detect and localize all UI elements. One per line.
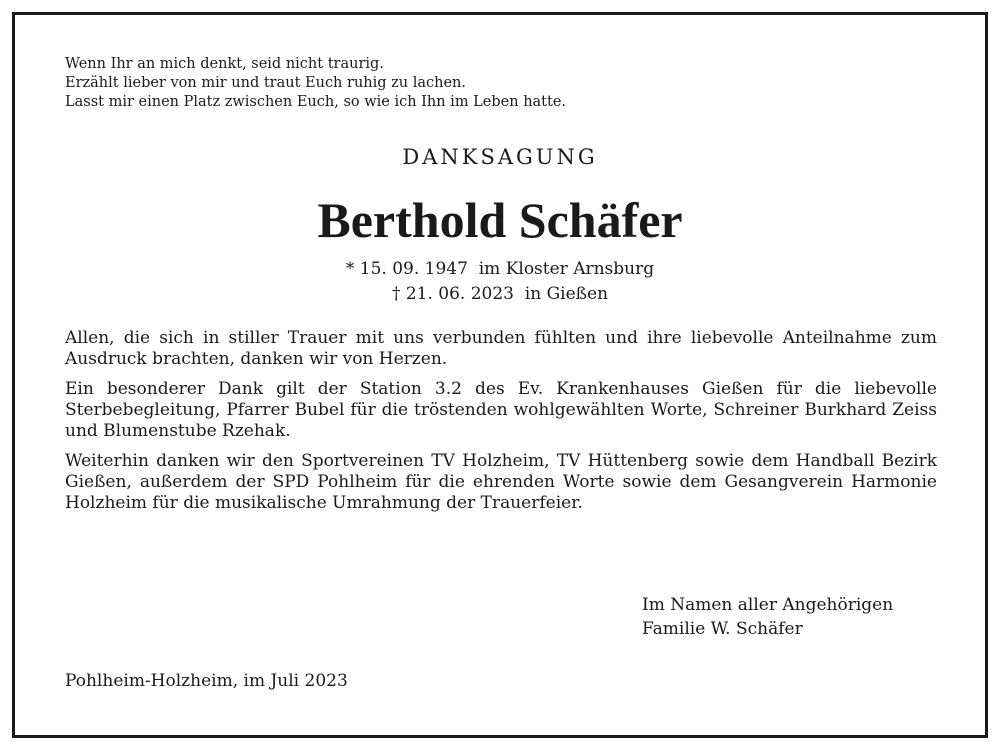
signature-family: Familie W. Schäfer: [642, 619, 803, 639]
motto-line: Lasst mir einen Platz zwischen Euch, so wie ich Ihn im Leben hatte.: [65, 94, 567, 110]
thanks-paragraph: Allen, die sich in stiller Trauer mit uns verbunden fühlten und ihre liebevolle Anteilnahme zum Ausdruck brachten, danken wir von Herzen.: [65, 328, 937, 369]
motto-line: Wenn Ihr an mich denkt, seid nicht traurig.: [65, 56, 384, 72]
death-date: † 21. 06. 2023 in Gießen: [391, 284, 609, 304]
thanks-paragraph: Ein besonderer Dank gilt der Station 3.2 des Ev. Krankenhauses Gießen für die liebevolle Sterbebegleitung, Pfarrer Bubel für die tröstenden wohlgewählten Worte, Schreiner Burkhard Zeiss und Blumenstube Rzehak.: [65, 379, 937, 441]
signature-line: Im Namen aller Angehörigen: [642, 595, 894, 615]
deceased-name: Berthold Schäfer: [317, 192, 683, 248]
thanks-text: [65, 328, 937, 523]
life-dates: [0, 257, 1000, 307]
motto-line: Erzählt lieber von mir und traut Euch ruhig zu lachen.: [65, 75, 467, 91]
thanks-paragraph: Weiterhin danken wir den Sportvereinen TV Holzheim, TV Hüttenberg sowie dem Handball Bezirk Gießen, außerdem der SPD Pohlheim für die ehrenden Worte sowie dem Gesangverein Harmonie Holzheim für die musikalische Umrahmung der Trauerfeier.: [65, 451, 937, 513]
place-and-date: Pohlheim-Holzheim, im Juli 2023: [65, 671, 348, 691]
notice-heading: DANKSAGUNG: [402, 145, 598, 169]
motto-verse: [65, 55, 765, 112]
birth-date: * 15. 09. 1947 im Kloster Arnsburg: [345, 259, 655, 279]
signature-block: [642, 593, 942, 641]
